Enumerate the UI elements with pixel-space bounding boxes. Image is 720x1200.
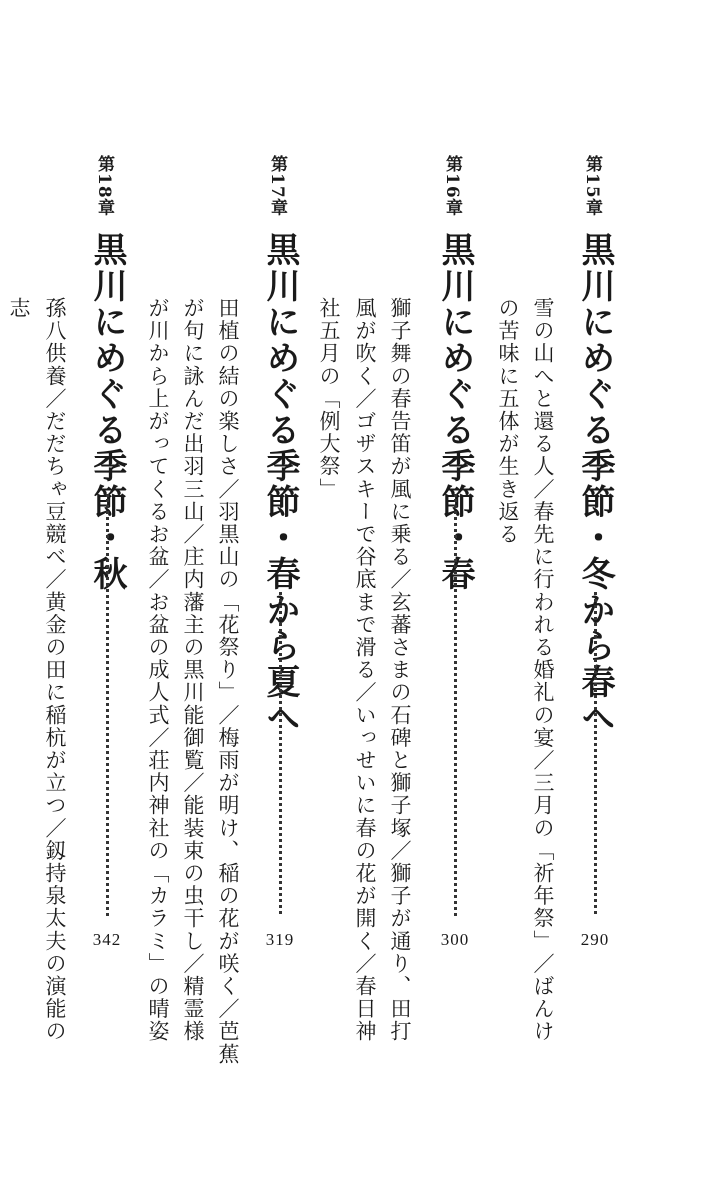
chapter-17-desc-line-1: 田植の結の楽しさ／羽黒山の「花祭り」／梅雨が明け、稲の花が咲く／芭蕉 [216, 297, 240, 1066]
chapter-15-desc-line-1: 雪の山へと還る人／春先に行われる婚礼の宴／三月の「祈年祭」／ばんけ [531, 297, 555, 1043]
chapter-18-page-number: 342 [92, 930, 122, 949]
chapter-17-title[interactable]: 黒川にめぐる季節・春から夏へ [260, 232, 300, 736]
chapter-18-desc-line-1: 孫八供養／だだちゃ豆競べ／黄金の田に稲杭が立つ／釼持泉太夫の演能の [43, 297, 67, 1043]
chapter-15-desc-line-2: の苦味に五体が生き返る [496, 297, 520, 546]
chapter-17-leader-dots [279, 592, 282, 914]
chapter-18-title[interactable]: 黒川にめぐる季節・秋 [87, 232, 127, 592]
chapter-15-page-number: 290 [580, 930, 610, 949]
chapter-15-leader-dots [594, 592, 597, 914]
chapter-17-page-number: 319 [265, 930, 295, 949]
chapter-16-page-number: 300 [440, 930, 470, 949]
chapter-17-desc-line-3: が川から上がってくるお盆／お盆の成人式／荘内神社の「カラミ」の晴姿 [146, 297, 170, 1043]
chapter-16-desc-line-3: 社五月の「例大祭」 [317, 297, 341, 501]
chapter-17-desc-line-2: が句に詠んだ出羽三山／庄内藩主の黒川能御覧／能装束の虫干し／精霊様 [181, 297, 205, 1043]
chapter-16-leader-dots [454, 494, 457, 916]
chapter-15-number: 第15章 [582, 155, 602, 217]
chapter-16-title[interactable]: 黒川にめぐる季節・春 [435, 232, 475, 592]
chapter-17-number: 第17章 [267, 155, 287, 217]
chapter-16-desc-line-2: 風が吹く／ゴザスキーで谷底まで滑る／いっせいに春の花が開く／春日神 [353, 297, 377, 1043]
chapter-16-desc-line-1: 獅子舞の春告笛が風に乗る／玄蕃さまの石碑と獅子塚／獅子が通り、田打 [388, 297, 412, 1043]
chapter-16-number: 第16章 [442, 155, 462, 217]
chapter-15-title[interactable]: 黒川にめぐる季節・冬から春へ [575, 232, 615, 736]
chapter-18-desc-line-2: 志 [7, 297, 31, 320]
chapter-18-number: 第18章 [94, 155, 114, 217]
chapter-18-leader-dots [106, 494, 109, 916]
